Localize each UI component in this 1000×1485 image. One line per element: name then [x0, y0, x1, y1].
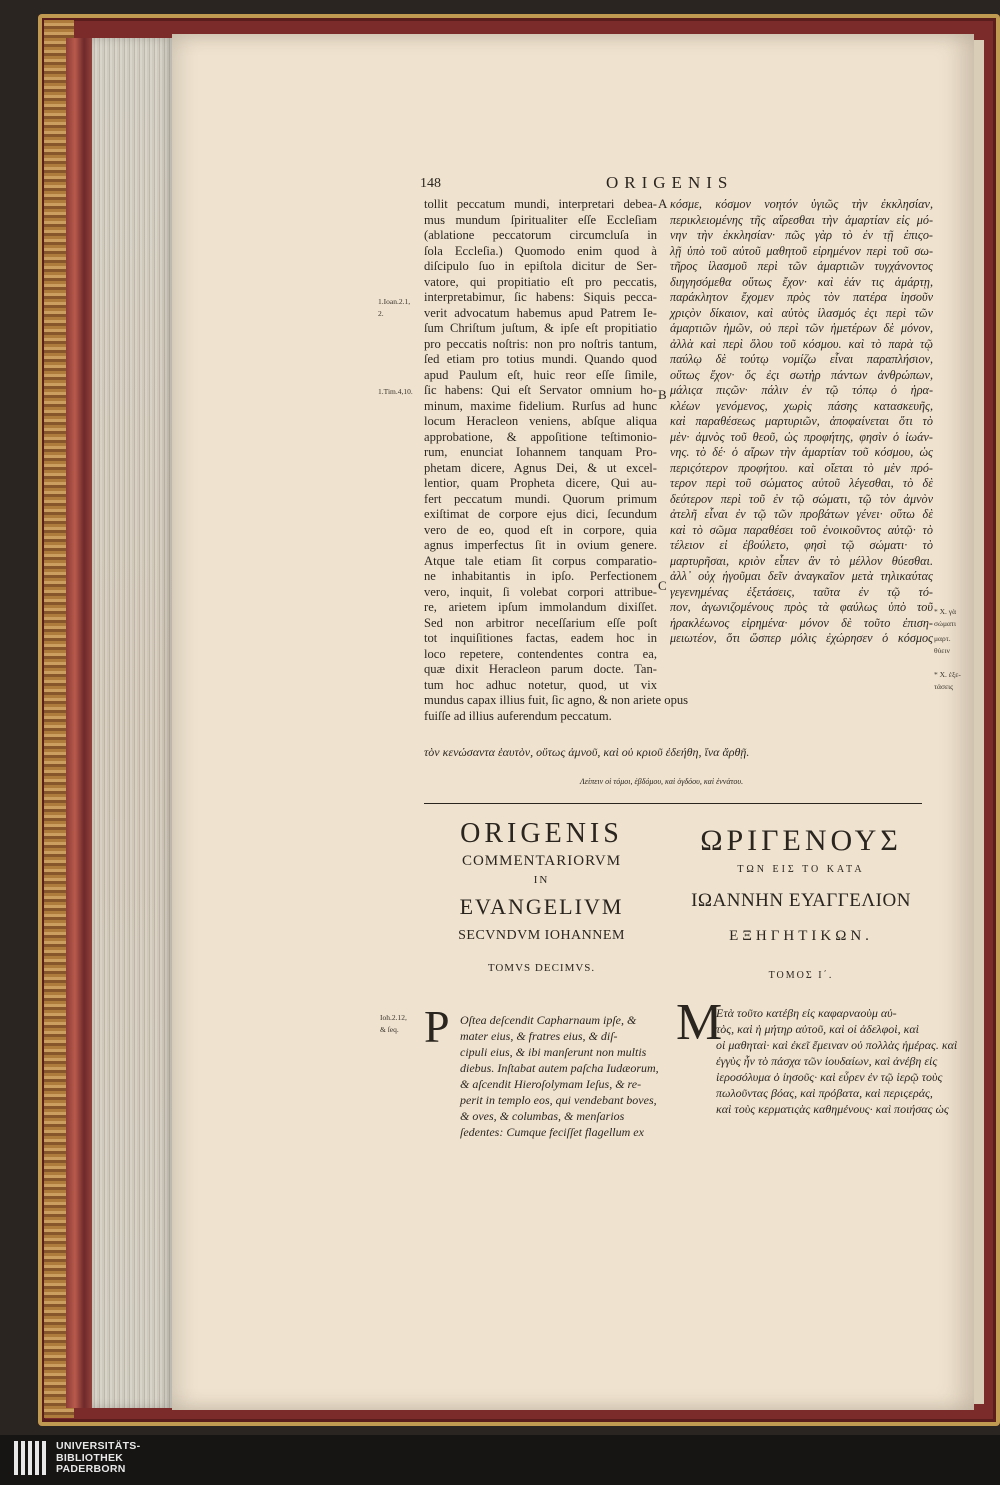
greek-heading-title: ΩΡΙΓΕΝΟΥΣ — [700, 824, 902, 857]
text-line: re, arietem ipſum immolandum dixiſſet. — [424, 600, 657, 614]
text-line: μειωτέον, ὅτι ὥσπερ μόλις ἐχώρησεν ὁ κόσμος — [670, 631, 933, 645]
text-line: cipuli eius, & ibi manſerunt non multis — [460, 1045, 647, 1059]
text-line: mater eius, & fratres eius, & diſ- — [460, 1029, 618, 1043]
text-line: ἀλλὰ καὶ περὶ ὅλου τοῦ κόσμου. καὶ τὸ παρὰ τῷ — [670, 336, 933, 351]
text-line: χριςὸν δίκαιον, καὶ αὐτὸς ἱλασμός ἐςι περὶ τῶν — [670, 305, 933, 320]
text-line: γεγενημένας ἐξετάσεις, ταῦτα ἐν τῷ τό- — [670, 584, 933, 599]
text-line: perit in templo eos, qui vendebant boves, — [460, 1093, 657, 1107]
margin-ref-1tim: 1.Tim.4,10. — [378, 387, 413, 396]
text-line: diſcipulo ſuo in epiſtola dicitur de Ser- — [424, 259, 657, 273]
greek-heading-line3: ΙΩΑΝΝΗΝ ΕΥΑΓΓΕΛΙΟΝ — [691, 890, 911, 911]
page-right-edge — [974, 40, 984, 1404]
greek-heading-line5: ΤΟΜΟΣ Ι΄. — [768, 970, 834, 981]
text-line: agnus imperfectus ſit in ovium genere. — [424, 538, 657, 552]
text-line: δεύτερον περὶ τοῦ ἐν τῷ σώματι, τῷ τὸν ἀμνὸν — [670, 491, 933, 506]
text-line: οὕτως ἔχον· ὅς ἐςι σωτὴρ πάντων ἀνθρώπων, — [670, 367, 933, 382]
greek-column — [670, 197, 933, 647]
margin-ref-john2-cont: & ſeq. — [380, 1025, 399, 1034]
greek-closing-line: τὸν κενώσαντα ἑαυτὸν, οὕτως ἀμνοῦ, καὶ οὐ κριοῦ ἐδεήθη, ἵνα ἄρθῇ. — [424, 745, 750, 759]
text-line: pro peccatis noſtris: non pro noſtris tantum, — [424, 336, 657, 351]
text-line: καὶ παραθέσεως μαρτυριῶν, ἀποφαίνεται ὅτι τὸ — [670, 414, 933, 428]
margin-ref-1john: 1.Ioan.2.1, — [378, 297, 411, 306]
text-line: ſed etiam pro totius mundi. Quando quod — [424, 352, 657, 366]
latin-heading-line6: TOMVS DECIMVS. — [487, 962, 596, 974]
text-line: ſedentes: Cumque feciſſet flagellum ex — [460, 1125, 644, 1139]
text-line: παύλῳ δὲ τούτῳ νομίζω εἶναι παραπλήσιον, — [670, 352, 933, 366]
greek-dropcap: M — [676, 994, 723, 1051]
library-name-line2: BIBLIOTHEK — [56, 1451, 124, 1464]
text-line: ἐγγὺς ἦν τὸ πάσχα τῶν ἰουδαίων, καὶ ἀνέβη εἰς — [716, 1054, 938, 1068]
text-line: ne inhabitantis in ipſo. Perfectionem — [424, 569, 657, 583]
section-letter-c: C — [658, 578, 667, 593]
text-line: exiſtimat de corpore ejus dici, ſecundum — [424, 507, 657, 521]
text-line: approbatione, & appoſitione teſtimonio- — [424, 429, 657, 444]
text-line: ſic habens: Qui eſt Servator omnium ho- — [424, 383, 657, 397]
library-logo-icon — [14, 1441, 49, 1475]
text-line: καὶ τὸ σῶμα παραθέσει τοῦ ἐνοικοῦντος αὐτῷ· τὸ — [670, 522, 933, 537]
section-letter-b: B — [658, 387, 667, 402]
text-line: Atque tale etiam ſit corpus comparatio- — [424, 553, 657, 568]
latin-column — [424, 197, 689, 724]
text-line: Sed non arbitror neceſſarium eſſe poſt — [424, 615, 657, 630]
footnote: Λείπειν οἱ τόμοι, ἑβδόμου, καὶ ὀγδόου, καὶ ἐννάτου. — [580, 777, 744, 786]
margin-ref-john2: Ioh.2.12, — [380, 1013, 407, 1022]
text-line: τῆρος ἱλασμοῦ περὶ τῶν ἁμαρτιῶν τυγχάνοντος — [670, 259, 933, 273]
text-line: οἱ μαθηταὶ· καὶ ἐκεῖ ἔμειναν οὐ πολλὰς ἡμέρας. καὶ — [716, 1038, 958, 1052]
text-line: ἀτελῆ εἶναι ἐν τῷ τῶν προβάτων γένει· οὕτω δὲ — [670, 507, 933, 521]
page-edges — [92, 38, 174, 1408]
text-line: phetam dicere, Agnus Dei, & ut excel- — [424, 460, 657, 475]
text-line: & aſcendit Hieroſolymam Ieſus, & re- — [460, 1077, 642, 1091]
horizontal-rule — [424, 803, 922, 804]
latin-dropcap: P — [424, 1001, 450, 1052]
greek-heading-line2: ΤΩΝ ΕΙΣ ΤΟ ΚΑΤΑ — [737, 864, 865, 875]
margin-var-2: σώματι — [934, 619, 956, 628]
latin-heading-line2: COMMENTARIORVM — [461, 853, 622, 869]
text-line: fuiſſe ad illius auferendum peccatum. — [424, 708, 612, 723]
text-line: loco repetere, contendentes contra ea, — [424, 646, 657, 661]
text-line: vatore, qui propitiatio eſt pro peccatis, — [424, 274, 657, 289]
text-line: minum, maxime fidelium. Rurſus ad hunc — [424, 398, 657, 413]
text-line: mundus capax illius fuit, ſic agno, & non ariete opus — [424, 693, 689, 707]
text-line: πωλοῦντας βόας, καὶ πρόβατα, καὶ περιςεράς, — [716, 1086, 933, 1100]
text-line: diebus. Inſtabat autem paſcha Iudæorum, — [460, 1061, 659, 1075]
running-title: ORIGENIS — [606, 173, 734, 192]
text-line: νην τὴν ἐκκλησίαν· πῶς γὰρ τὸ ἐν τῇ ἐπιςο- — [670, 228, 933, 242]
text-line: τερον περὶ τοῦ σώματος αὐτοῦ λέγεσθαι, τὸ δὲ — [670, 476, 933, 490]
section-letter-a: A — [658, 196, 668, 211]
text-line: tot inquiſitiones factas, eadem hoc in — [424, 631, 657, 645]
text-line: Ετὰ τοῦτο κατέβη εἰς καφαρναοὺμ αὐ- — [716, 1006, 897, 1020]
text-line: vero de eo, quod eſt in corpore, quia — [424, 522, 657, 537]
text-line: (ablatione peccatorum circumcluſa in — [424, 228, 657, 242]
text-line: Oſtea deſcendit Capharnaum ipſe, & — [460, 1013, 637, 1027]
text-line: ſum Chriſtum juſtum, & ipſe eſt propitiatio — [424, 321, 657, 335]
latin-heading-line3: IN — [533, 874, 550, 886]
text-line: verit advocatum habemus apud Patrem Ie- — [424, 305, 657, 320]
text-line: μαρτυρῆσαι, κριὸν εἶπεν ἂν τὸ μέλλον θύεσθαι. — [670, 553, 933, 568]
text-line: locum Heracleon veniens, abſque aliqua — [424, 414, 657, 428]
text-line: λῇ ὑπὸ τοῦ αὐτοῦ μαθητοῦ εἰρημένον περὶ τοῦ σω- — [670, 243, 933, 258]
text-line: κόσμε, κόσμον νοητόν ὑγιῶς τὴν ἐκκλησίαν, — [670, 197, 933, 211]
margin-var-3: μαρτ. — [934, 634, 951, 643]
margin-ref-1john-cont: 2. — [378, 309, 384, 318]
library-name-line1: UNIVERSITÄTS- — [56, 1440, 141, 1452]
text-line: mus mundum ſpiritualiter eſſe Eccleſiam — [424, 212, 657, 227]
text-line: fert peccatum mundi. Quorum primum — [424, 491, 657, 506]
text-line: κλέων γενόμενος, χωρὶς πάσης κατασκευῆς, — [670, 398, 933, 413]
library-name-line3: PADERBORN — [56, 1463, 126, 1475]
text-line: lentior, quam Propheta dicere, Qui au- — [424, 476, 657, 490]
text-line: τέλειον εἰ ἐβούλετο, φησὶ τῷ σώματι· τὸ — [670, 538, 933, 552]
text-line: νης. τὸ δέ· ὁ αἴρων τὴν ἁμαρτίαν τοῦ κόσμου, ὡς — [670, 445, 933, 459]
margin-var-4: θύειν — [934, 646, 950, 655]
text-line: ἱεροσόλυμα ὁ ἰησοῦς· καὶ εὗρεν ἐν τῷ ἱερῷ τοὺς — [716, 1070, 943, 1084]
text-line: καὶ τοὺς κερματιςὰς καθημένους· καὶ ποιήσας ὡς — [716, 1102, 949, 1116]
text-line: παράκλητον ἔχομεν πρὸς τὸν πατέρα ἰησοῦν — [670, 290, 933, 304]
greek-heading-line4: ΕΞΗΓΗΤΙΚΩΝ. — [729, 928, 873, 944]
text-line: διηγησόμεθα οὕτως ἔχον· καὶ ἐάν τις ἁμάρτῃ, — [670, 274, 933, 289]
text-line: & oves, & columbas, & menſarios — [460, 1109, 625, 1123]
text-line: vero, inquit, ſi volebat corpori attribue- — [424, 584, 657, 599]
text-line: περιςότερον προφήτου. καὶ οἴεται τὸ μὲν πρό- — [670, 460, 933, 475]
margin-var-6: τάσεις — [934, 682, 954, 691]
latin-heading-line4: EVANGELIVM — [459, 894, 624, 919]
text-line: τὸς, καὶ ἡ μήτηρ αὐτοῦ, καὶ οἱ ἀδελφοὶ, καὶ — [716, 1022, 919, 1036]
text-line: rum, enunciat Iohannem tanquam Pro- — [424, 445, 657, 459]
text-line: ſola Eccleſia.) Quomodo enim quod à — [424, 243, 657, 258]
greek-body-text — [716, 1005, 958, 1117]
text-line: apud Paulum eſt, huic reor eſſe ſimile, — [424, 367, 657, 382]
text-line: πον, ἀγωνιζομένους πρὸς τὰ φαύλως ὑπὸ τοῦ — [670, 600, 933, 614]
text-line: tum hoc adhuc notetur, quod, ut vix — [424, 677, 657, 692]
library-footer — [0, 1435, 1000, 1485]
margin-var-1: * Χ. γὰ — [934, 607, 957, 616]
text-line: interpretabimur, ſic habens: Siquis pecca- — [424, 290, 657, 304]
text-line: ἀλλ᾽ οὐχ ἡγοῦμαι δεῖν ἀναγκαῖον μετὰ τηλικαύτας — [670, 569, 933, 583]
text-line: ἁμαρτιῶν ἡμῶν, οὐ περὶ τῶν ἡμετέρων δὲ μόνον, — [670, 321, 933, 335]
text-line: ἡρακλέωνος εἰρημένα· μόνον δὲ τοῦτο ἐπιση- — [670, 615, 933, 630]
text-line: μὲν· ἀμνὸς τοῦ θεοῦ, ὡς προφήτης, φησὶν ὁ ἰωάν- — [670, 429, 933, 444]
text-line: περικλειομένης τῆς αἴρεσθαι τὴν ἁμαρτίαν εἰς μό- — [670, 212, 933, 227]
text-line: tollit peccatum mundi, interpretari debea- — [424, 197, 657, 211]
margin-var-5: * Χ. ἐξε- — [934, 670, 961, 679]
latin-body-text — [460, 1012, 659, 1140]
page-number: 148 — [420, 176, 441, 191]
text-line: μάλιςα πιςῶν· πάλιν ἐν τῷ τόπῳ ὁ ἡρα- — [670, 383, 933, 397]
text-line: quæ dixit Heracleon parum docte. Tan- — [424, 662, 657, 676]
latin-heading-title: ORIGENIS — [460, 818, 623, 849]
latin-heading-line5: SECVNDVM IOHANNEM — [458, 928, 625, 943]
library-name — [56, 1441, 140, 1476]
